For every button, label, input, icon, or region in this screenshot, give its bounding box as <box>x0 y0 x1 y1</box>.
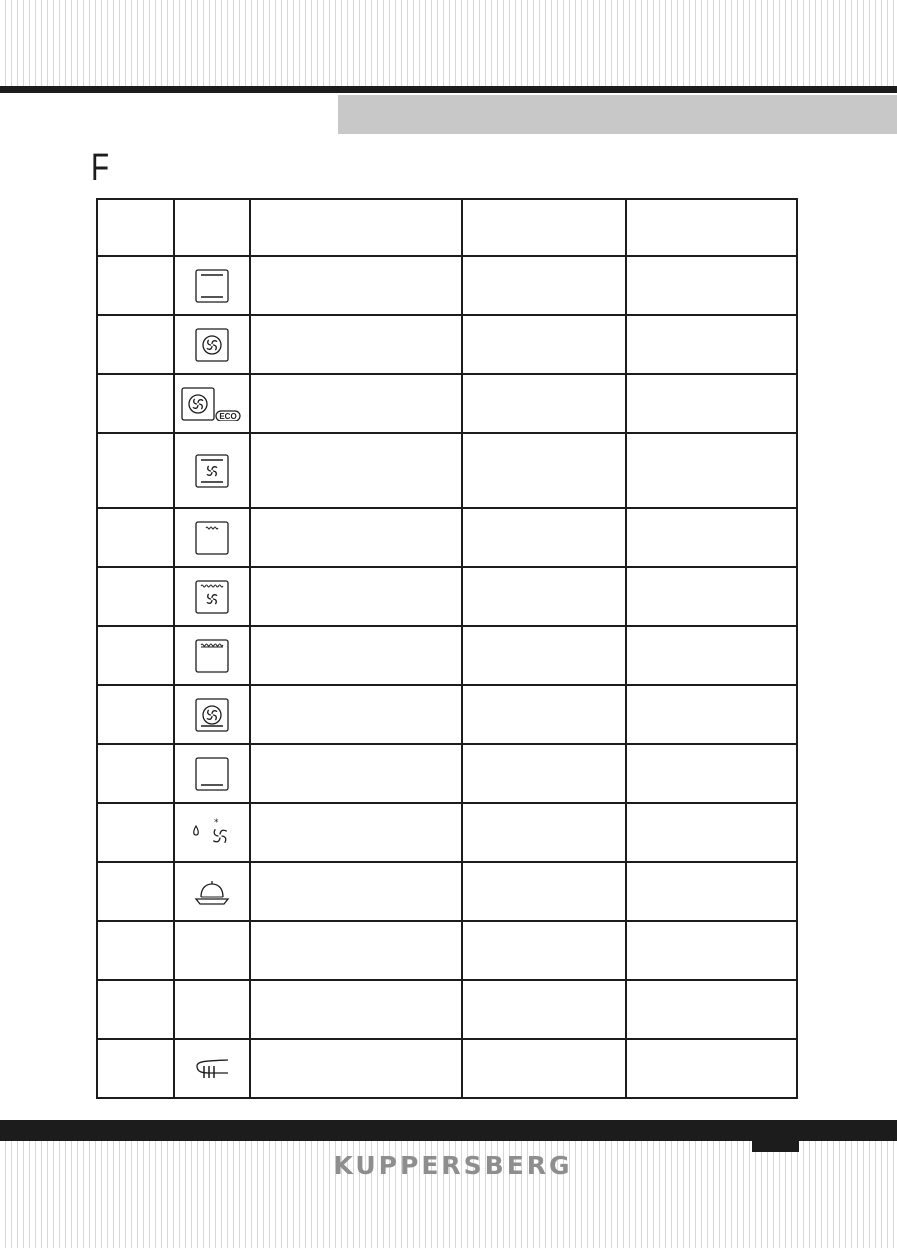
table-cell <box>97 433 174 508</box>
table-cell <box>97 685 174 744</box>
mode-icon-cell <box>174 508 250 567</box>
table-cell <box>626 567 797 626</box>
table-row <box>97 433 797 508</box>
table-cell <box>250 315 462 374</box>
table-cell <box>462 921 626 980</box>
mode-icon-cell <box>174 433 250 508</box>
table-cell <box>250 567 462 626</box>
header-cell <box>250 199 462 256</box>
table-row <box>97 626 797 685</box>
mode-icon-cell <box>174 374 250 433</box>
table-cell <box>462 567 626 626</box>
table-cell <box>250 744 462 803</box>
table-cell <box>626 744 797 803</box>
mode-icon-cell <box>174 685 250 744</box>
table-cell <box>250 1039 462 1098</box>
mode-icon-cell <box>174 744 250 803</box>
table-row <box>97 508 797 567</box>
mode-icon-cell <box>174 803 250 862</box>
mode-icon-cell <box>174 921 250 980</box>
table-cell <box>97 803 174 862</box>
section-letter: F <box>91 147 110 189</box>
table-cell <box>462 980 626 1039</box>
table-cell <box>250 980 462 1039</box>
table-cell <box>250 433 462 508</box>
top-bar <box>0 86 897 93</box>
bottom-heat-icon <box>175 757 249 791</box>
top-bottom-heat-icon <box>175 269 249 303</box>
svg-text:*: * <box>214 817 219 828</box>
table-row <box>97 256 797 315</box>
table-row <box>97 567 797 626</box>
header-band <box>338 93 897 134</box>
page-number-tab <box>752 1141 799 1152</box>
bottom-bar <box>0 1120 897 1141</box>
table-cell <box>97 980 174 1039</box>
table-cell <box>97 921 174 980</box>
table-cell <box>626 374 797 433</box>
header-cell <box>174 199 250 256</box>
table-cell <box>250 374 462 433</box>
mode-icon-cell <box>174 315 250 374</box>
table-cell <box>97 744 174 803</box>
ring-heater-fan-bottom-icon <box>175 698 249 732</box>
table-row <box>97 744 797 803</box>
table-cell <box>462 803 626 862</box>
table-row <box>97 315 797 374</box>
top-bottom-heat-fan-icon <box>175 454 249 488</box>
table-cell <box>626 315 797 374</box>
table-cell <box>462 433 626 508</box>
table-cell <box>626 921 797 980</box>
defrost-icon <box>175 816 249 850</box>
table-cell <box>462 374 626 433</box>
table-cell <box>626 508 797 567</box>
table-cell <box>626 980 797 1039</box>
brand-logo: KUPPERSBERG <box>333 1151 573 1180</box>
table-row <box>97 803 797 862</box>
table-cell <box>97 508 174 567</box>
table-cell <box>97 374 174 433</box>
table-cell <box>250 685 462 744</box>
table-cell <box>626 626 797 685</box>
table-cell <box>250 803 462 862</box>
table-cell <box>97 626 174 685</box>
table-cell <box>250 862 462 921</box>
warming-icon <box>175 875 249 909</box>
mode-icon-cell <box>174 626 250 685</box>
table-cell <box>626 862 797 921</box>
small-grill-icon <box>175 521 249 555</box>
table-cell <box>462 626 626 685</box>
table-row <box>97 685 797 744</box>
table-cell <box>97 1039 174 1098</box>
table-row <box>97 980 797 1039</box>
header-cell <box>626 199 797 256</box>
top-stripe-pattern <box>0 0 897 86</box>
table-body <box>97 199 797 1098</box>
table-header-row <box>97 199 797 256</box>
table-cell <box>462 315 626 374</box>
table-cell <box>462 1039 626 1098</box>
header-cell <box>97 199 174 256</box>
table-cell <box>462 508 626 567</box>
table-cell <box>462 744 626 803</box>
table-row <box>97 374 797 433</box>
mode-icon-cell <box>174 980 250 1039</box>
table-cell <box>462 256 626 315</box>
table-cell <box>626 685 797 744</box>
table-cell <box>97 862 174 921</box>
large-grill-icon <box>175 639 249 673</box>
table-cell <box>250 921 462 980</box>
header-cell <box>462 199 626 256</box>
table-cell <box>626 803 797 862</box>
rotisserie-icon <box>175 1052 249 1086</box>
table-cell <box>462 862 626 921</box>
table-row <box>97 921 797 980</box>
table-cell <box>626 433 797 508</box>
table-cell <box>462 685 626 744</box>
mode-icon-cell <box>174 1039 250 1098</box>
table-row <box>97 862 797 921</box>
table-cell <box>97 256 174 315</box>
table-row <box>97 1039 797 1098</box>
oven-modes-table <box>96 198 798 1099</box>
table-cell <box>250 256 462 315</box>
table-cell <box>97 315 174 374</box>
table-cell <box>250 508 462 567</box>
mode-icon-cell <box>174 567 250 626</box>
svg-text:ECO: ECO <box>219 411 237 421</box>
table-cell <box>626 256 797 315</box>
mode-icon-cell <box>174 862 250 921</box>
table-cell <box>626 1039 797 1098</box>
table-cell <box>250 626 462 685</box>
mode-icon-cell <box>174 256 250 315</box>
grill-fan-icon <box>175 580 249 614</box>
ring-heater-fan-eco-icon <box>175 387 249 421</box>
ring-heater-fan-icon <box>175 328 249 362</box>
table-cell <box>97 567 174 626</box>
